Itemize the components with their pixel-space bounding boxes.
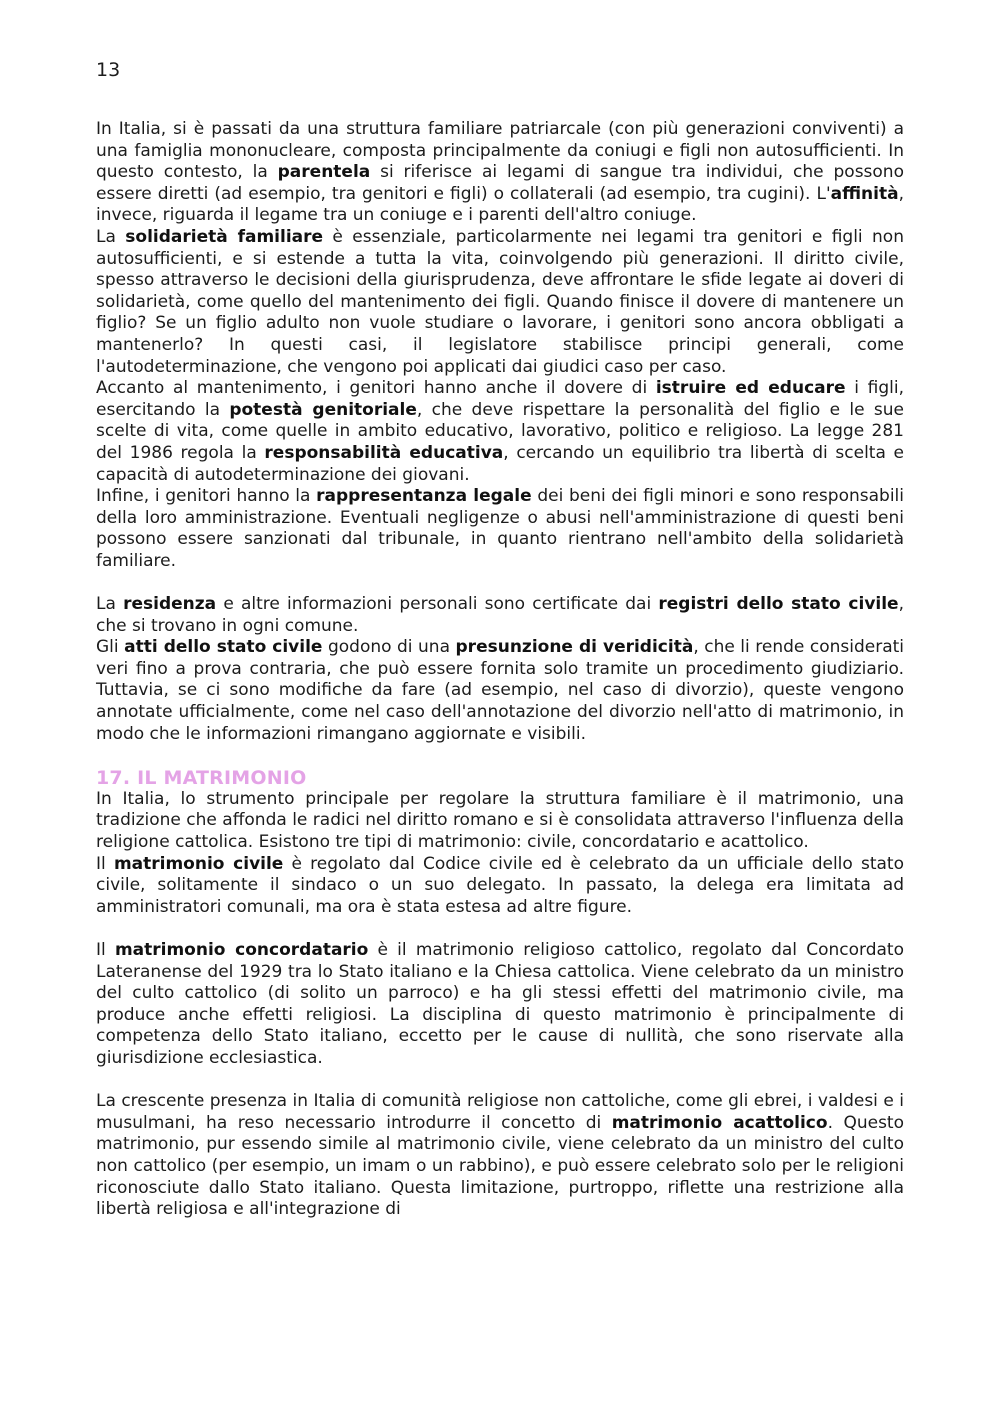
marriage-intro-section	[96, 789, 904, 919]
text-run: , che li rende considerati veri fino a prova contraria, che può essere fornita solo tramite un procedimento giudiziario. Tuttavia, se ci sono modifiche da fare (ad esempio, nel caso di divorzio), queste vengono annotate ufficialmente, come nel caso dell'annotazione del divorzio nell'atto di matrimonio, in modo che le informazioni rimangano aggiornate e visibili.	[96, 637, 904, 744]
paragraph-gap	[96, 572, 904, 594]
text-run: La crescente presenza in Italia di comunità religiose non cattoliche, come gli ebrei, i valdesi e i musulmani, ha reso necessario introdurre il concetto di	[96, 1091, 904, 1133]
family-structure-section	[96, 119, 904, 572]
text-run: i figli, esercitando la	[96, 378, 904, 420]
bold-term: matrimonio acattolico	[611, 1112, 828, 1133]
section-heading: 17. IL MATRIMONIO	[96, 766, 307, 789]
text-run: Il	[96, 939, 115, 960]
concordat-marriage-section	[96, 940, 904, 1070]
bold-term: potestà genitoriale	[229, 399, 417, 420]
bold-term: affinità	[830, 183, 899, 204]
text-run: In Italia, si è passati da una struttura familiare patriarcale (con più generazioni conviventi) a una famiglia mononucleare, composta principalmente da coniugi e figli non autosufficienti. In questo contesto, la	[96, 119, 904, 183]
text-run: Gli	[96, 637, 125, 658]
text-run: godono di una	[322, 637, 456, 658]
bold-term: matrimonio concordatario	[114, 939, 369, 960]
paragraph	[96, 119, 904, 227]
paragraph-gap	[96, 745, 904, 767]
bold-term: residenza	[123, 594, 217, 615]
text-run: Accanto al mantenimento, i genitori hanno anche il dovere di	[96, 378, 656, 399]
paragraph	[96, 854, 904, 919]
page-number: 13	[96, 59, 121, 81]
civil-registry-section	[96, 594, 904, 745]
text-run: La	[96, 594, 124, 615]
non-catholic-marriage-section	[96, 1091, 904, 1221]
text-run: è il matrimonio religioso cattolico, regolato dal Concordato Lateranense del 1929 tra lo Stato italiano e la Chiesa cattolica. Viene celebrato da un ministro del culto cattolico (di solito un parroco) e ha gli stessi effetti del matrimonio civile, ma produce anche effetti religiosi. La disciplina di questo matrimonio è principalmente di competenza dello Stato italiano, eccetto per le cause di nullità, che sono riservate alla giurisdizione ecclesiastica.	[96, 939, 904, 1068]
text-run: Il	[96, 853, 114, 874]
bold-term: registri dello stato civile	[658, 594, 899, 615]
bold-term: responsabilità educativa	[264, 442, 504, 463]
bold-term: solidarietà familiare	[125, 226, 324, 247]
paragraph	[96, 378, 904, 486]
text-run: , invece, riguarda il legame tra un coniuge e i parenti dell'altro coniuge.	[96, 183, 904, 226]
text-run: e altre informazioni personali sono certificate dai	[216, 594, 659, 615]
bold-term: atti dello stato civile	[124, 637, 323, 658]
text-run: si riferisce ai legami di sangue tra individui, che possono essere diretti (ad esempio, tra genitori e figli) o collaterali (ad esempio, tra cugini). L'	[96, 162, 904, 204]
bold-term: rappresentanza legale	[316, 486, 532, 507]
text-run: è regolato dal Codice civile ed è celebrato da un ufficiale dello stato civile, solitamente il sindaco o un suo delegato. In passato, la delega era limitata ad amministratori comunali, ma ora è stata estesa ad altre figure.	[96, 853, 904, 917]
bold-term: matrimonio civile	[113, 853, 284, 874]
paragraph	[96, 940, 904, 1070]
bold-term: presunzione di veridicità	[455, 637, 694, 658]
page-content	[96, 119, 904, 1221]
text-run: , che deve rispettare la personalità del figlio e le sue scelte di vita, come quelle in ambito educativo, lavorativo, politico e religioso. La legge 281 del 1986 regola la	[96, 399, 904, 463]
text-run: dei beni dei figli minori e sono responsabili della loro amministrazione. Eventuali negligenze o abusi nell'amministrazione di questi beni possono essere sanzionati dal tribunale, in quanto rientrano nell'ambito della solidarietà familiare.	[96, 486, 904, 571]
text-run: , cercando un equilibrio tra libertà di scelta e capacità di autodeterminazione dei giovani.	[96, 442, 904, 485]
text-run: Infine, i genitori hanno la	[96, 486, 317, 507]
paragraph	[96, 227, 904, 378]
paragraph-gap	[96, 918, 904, 940]
bold-term: istruire ed educare	[655, 378, 846, 399]
text-run: è essenziale, particolarmente nei legami tra genitori e figli non autosufficienti, e si estende a tutta la vita, coinvolgendo più generazioni. Il diritto civile, spesso attraverso le decisioni della giurisprudenza, deve affrontare le sfide legate ai doveri di solidarietà, come quello del mantenimento dei figli. Quando finisce il dovere di mantenere un figlio? Se un figlio adulto non vuole studiare o lavorare, i genitori sono ancora obbligati a mantenerlo? In questi casi, il legislatore stabilisce principi generali, come l'autodeterminazione, che vengono poi applicati dai giudici caso per caso.	[96, 226, 904, 377]
text-run: In Italia, lo strumento principale per regolare la struttura familiare è il matrimonio, una tradizione che affonda le radici nel diritto romano e si è consolidata attraverso l'influenza della religione cattolica. Esistono tre tipi di matrimonio: civile, concordatario e acattolico.	[96, 788, 904, 852]
bold-term: parentela	[277, 162, 371, 183]
text-run: , che si trovano in ogni comune.	[96, 594, 904, 636]
paragraph	[96, 1091, 904, 1221]
paragraph	[96, 637, 904, 745]
paragraph-gap	[96, 1070, 904, 1092]
text-run: . Questo matrimonio, pur essendo simile al matrimonio civile, viene celebrato da un ministro del culto non cattolico (per esempio, un imam o un rabbino), e può essere celebrato solo per le religioni riconosciute dallo Stato italiano. Questa limitazione, purtroppo, riflette una restrizione alla libertà religiosa e all'integrazione di	[96, 1112, 904, 1220]
paragraph	[96, 486, 904, 572]
paragraph	[96, 594, 904, 637]
text-run: La	[96, 226, 126, 247]
paragraph	[96, 789, 904, 854]
